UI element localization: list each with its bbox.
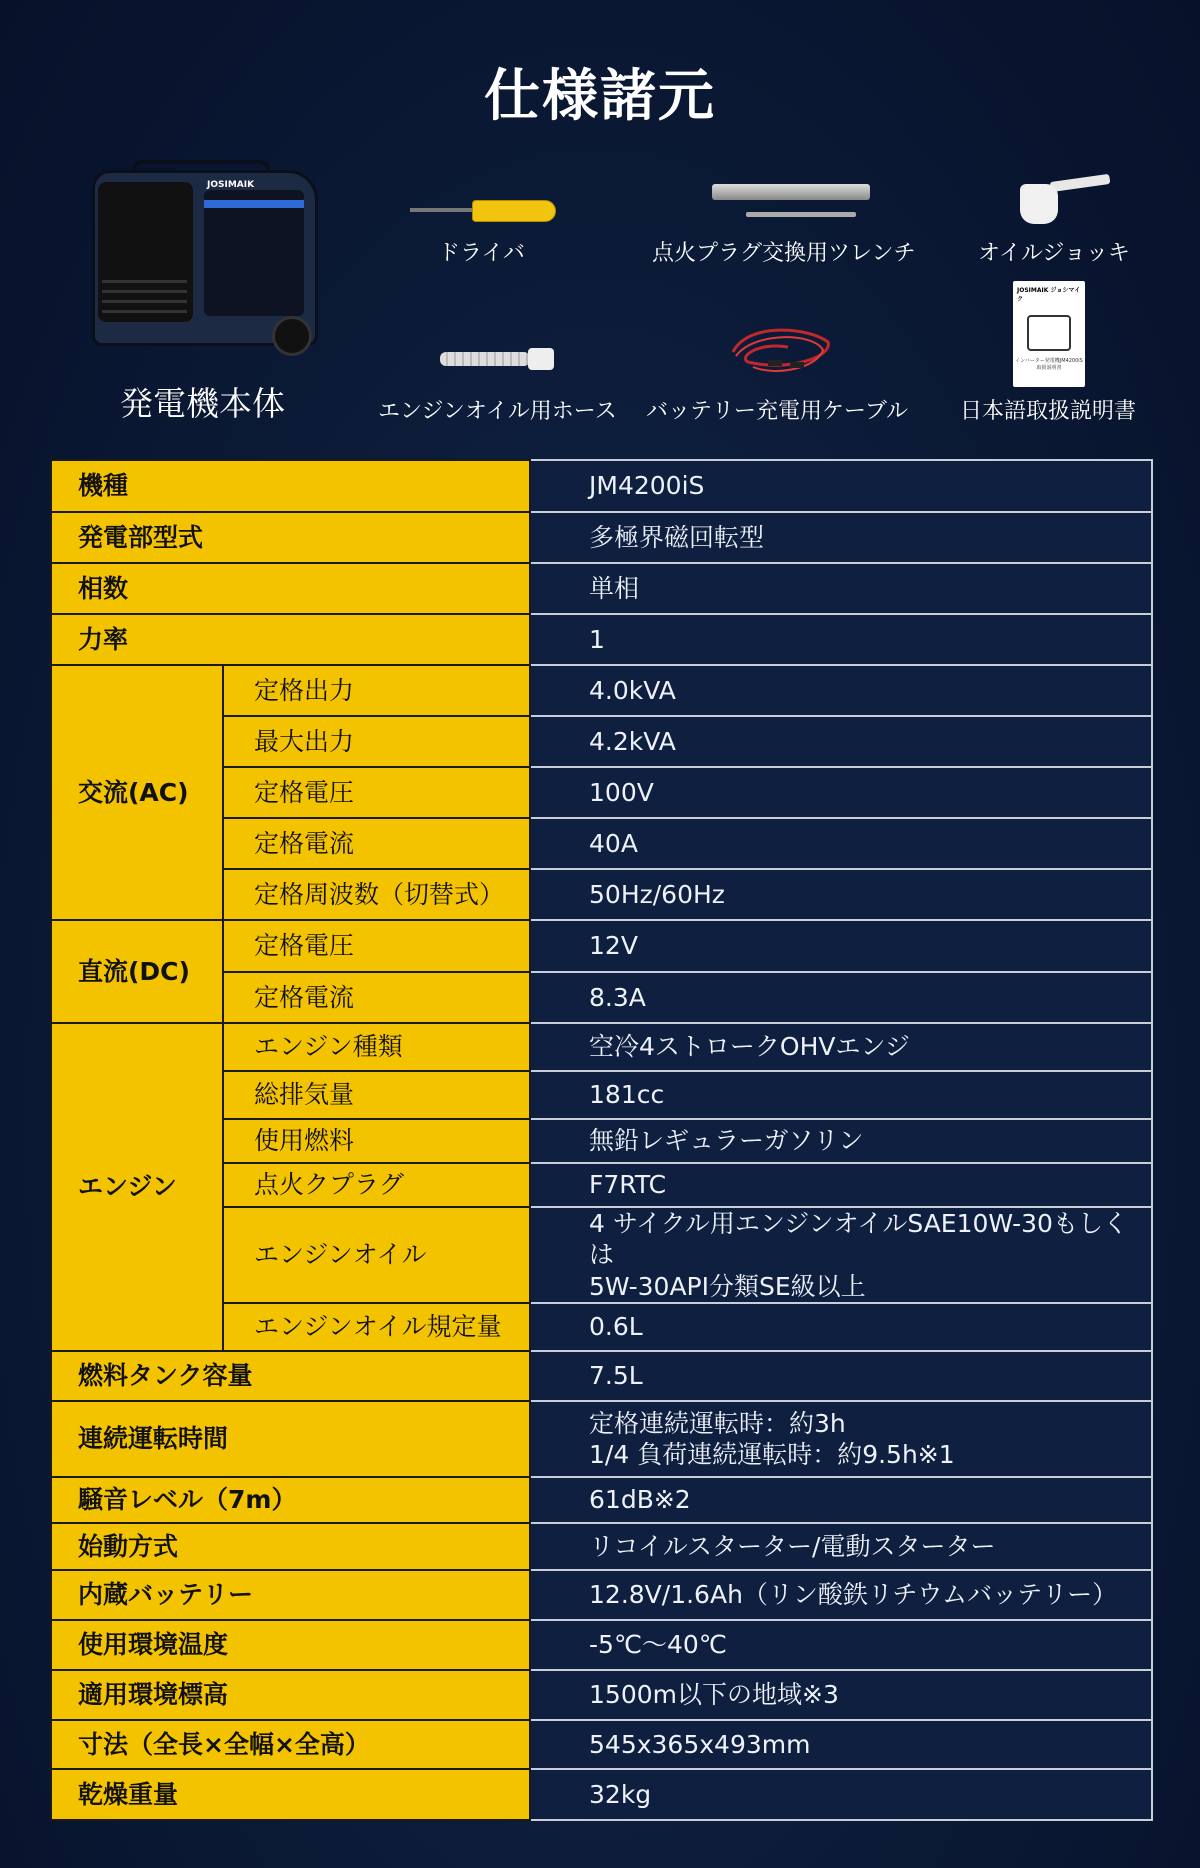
generator-brand: JOSIMAIK: [207, 180, 255, 190]
spec-value: 4.2kVA: [530, 716, 1152, 767]
table-row: [51, 614, 1152, 665]
table-row: [51, 1351, 1152, 1401]
main-unit-label: 発電機本体: [120, 384, 285, 423]
spec-value: 61dB※2: [530, 1477, 1152, 1523]
spec-label: 乾燥重量: [51, 1769, 530, 1820]
group-label-ac: 交流(AC): [51, 665, 223, 920]
spec-label: 連続運転時間: [51, 1401, 530, 1477]
spec-value: リコイルスターター/電動スターター: [530, 1523, 1152, 1570]
table-row: [51, 460, 1152, 512]
spec-value: JM4200iS: [530, 460, 1152, 512]
spec-label: エンジンオイル規定量: [223, 1303, 530, 1351]
oil-hose-label: エンジンオイル用ホース: [378, 399, 617, 424]
spec-value: 1500m以下の地域※3: [530, 1670, 1152, 1720]
table-row: [51, 1620, 1152, 1670]
spec-value: -5℃～40℃: [530, 1620, 1152, 1670]
spec-value: 545x365x493mm: [530, 1720, 1152, 1769]
spec-label: 定格電圧: [223, 767, 530, 818]
spec-label: 定格電圧: [223, 920, 530, 972]
spec-label: エンジン種類: [223, 1023, 530, 1071]
battery-cable-label: バッテリー充電用ケーブル: [646, 399, 909, 424]
oil-jug-label: オイルジョッキ: [978, 241, 1130, 266]
spec-value: 多極界磁回転型: [530, 512, 1152, 563]
spec-value: 32kg: [530, 1769, 1152, 1820]
spec-label: 相数: [51, 563, 530, 614]
spec-label: 使用燃料: [223, 1119, 530, 1163]
table-row: [51, 1477, 1152, 1523]
spec-table: [50, 459, 1153, 1821]
spec-value: 50Hz/60Hz: [530, 869, 1152, 920]
spec-label: 内蔵バッテリー: [51, 1570, 530, 1620]
oil-jug-image: [1020, 172, 1115, 227]
manual-label: 日本語取扱説明書: [960, 399, 1137, 424]
spec-label: 機種: [51, 460, 530, 512]
spec-value: 1: [530, 614, 1152, 665]
group-label-dc: 直流(DC): [51, 920, 223, 1023]
spec-value: 単相: [530, 563, 1152, 614]
spec-label: 点火クプラグ: [223, 1163, 530, 1207]
manual-image: [1013, 281, 1085, 387]
spec-label: 燃料タンク容量: [51, 1351, 530, 1401]
spec-label: 適用環境標高: [51, 1670, 530, 1720]
spec-value: 8.3A: [530, 972, 1152, 1023]
spec-label: 定格周波数（切替式）: [223, 869, 530, 920]
spec-value: F7RTC: [530, 1163, 1152, 1207]
table-row: [51, 1523, 1152, 1570]
spec-value: [530, 1207, 1152, 1303]
spec-label: 発電部型式: [51, 512, 530, 563]
table-row: [51, 1769, 1152, 1820]
manual-cover-title: インバーター発電機JM4200iS 取扱説明書: [1015, 358, 1083, 371]
table-row: [51, 920, 1152, 972]
table-row: [51, 1670, 1152, 1720]
table-row: [51, 1570, 1152, 1620]
spec-label: エンジンオイル: [223, 1207, 530, 1303]
spec-label: 最大出力: [223, 716, 530, 767]
spec-value-line: 4 サイクル用エンジンオイルSAE10W-30もしくは: [589, 1209, 1128, 1270]
spec-label: 使用環境温度: [51, 1620, 530, 1670]
spec-value: 40A: [530, 818, 1152, 869]
spec-label: 始動方式: [51, 1523, 530, 1570]
table-row: [51, 665, 1152, 716]
spec-value: 0.6L: [530, 1303, 1152, 1351]
spec-value: [530, 1401, 1152, 1477]
spec-label: 力率: [51, 614, 530, 665]
generator-image: [92, 160, 322, 355]
spec-value: 4.0kVA: [530, 665, 1152, 716]
plug-wrench-label: 点火プラグ交換用ツレンチ: [652, 241, 916, 266]
table-row: [51, 563, 1152, 614]
spec-label: 定格電流: [223, 818, 530, 869]
table-row: [51, 1401, 1152, 1477]
spec-label: 騒音レベル（7m）: [51, 1477, 530, 1523]
spec-label: 総排気量: [223, 1071, 530, 1119]
group-label-engine: エンジン: [51, 1023, 223, 1351]
spec-value-line: 5W-30API分類SE級以上: [589, 1271, 866, 1301]
spec-value: 空冷4ストロークOHVエンジ: [530, 1023, 1152, 1071]
oil-hose-image: [440, 348, 555, 370]
screwdriver-image: [410, 198, 555, 222]
battery-cable-image: [728, 322, 838, 382]
spec-value: 100V: [530, 767, 1152, 818]
spec-value: 12.8V/1.6Ah（リン酸鉄リチウムバッテリー）: [530, 1570, 1152, 1620]
spec-value: 7.5L: [530, 1351, 1152, 1401]
table-row: [51, 512, 1152, 563]
table-row: [51, 1720, 1152, 1769]
spec-label: 定格電流: [223, 972, 530, 1023]
spec-value-line: 定格連続運転時：約3h: [589, 1408, 846, 1438]
spec-value: 無鉛レギュラーガソリン: [530, 1119, 1152, 1163]
driver-label: ドライバ: [438, 241, 525, 266]
manual-brand: JOSIMAIK ジョシマイク: [1017, 287, 1081, 303]
spec-value: 12V: [530, 920, 1152, 972]
spec-value-line: 1/4 負荷連続運転時：約9.5h※1: [589, 1440, 955, 1469]
spec-label: 定格出力: [223, 665, 530, 716]
table-row: [51, 1023, 1152, 1071]
page-title: 仕様諸元: [484, 64, 716, 129]
plug-wrench-image: [712, 184, 872, 222]
spec-label: 寸法（全長×全幅×全高）: [51, 1720, 530, 1769]
spec-value: 181cc: [530, 1071, 1152, 1119]
